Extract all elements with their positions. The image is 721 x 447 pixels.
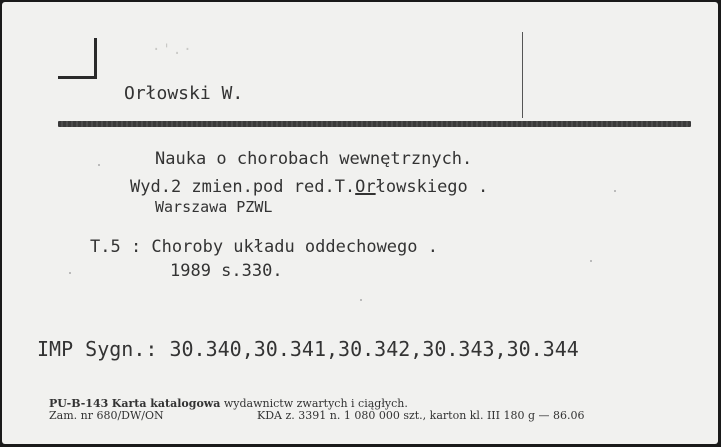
corner-bracket-vertical — [94, 38, 97, 78]
edition-suffix: łowskiego . — [375, 177, 489, 197]
author-name: Orłowski W. — [124, 83, 244, 104]
dust-speck — [614, 190, 616, 192]
book-title: Nauka o chorobach wewnętrznych. — [155, 149, 473, 169]
dust-speck — [69, 272, 71, 274]
order-number: Zam. nr 680/DW/ON — [49, 409, 164, 422]
call-number: IMP Sygn.: 30.340,30.341,30.342,30.343,30.344 — [37, 337, 579, 361]
edition-prefix: Wyd.2 zmien.pod red.T. — [130, 177, 356, 197]
dust-speck — [590, 260, 592, 262]
corner-bracket-horizontal — [58, 76, 97, 79]
catalog-card — [2, 2, 718, 444]
form-rest: wydawnictw zwartych i ciągłych. — [220, 397, 408, 410]
header-divider — [522, 32, 523, 118]
print-info: KDA z. 3391 n. 1 080 000 szt., karton kl. III 180 g — 86.06 — [257, 409, 585, 422]
dust-speck — [98, 164, 100, 166]
header-rule — [58, 121, 691, 127]
dust-speck — [360, 299, 362, 301]
edition-underlined: Or — [355, 177, 376, 197]
year-pages-line: 1989 s.330. — [170, 261, 283, 281]
publisher-line: Warszawa PZWL — [155, 198, 273, 216]
faded-stamp-mark: ·'.· — [152, 42, 194, 58]
form-code: PU-B-143 — [49, 397, 109, 410]
volume-line: T.5 : Choroby układu oddechowego . — [90, 237, 438, 257]
form-title: Karta katalogowa — [111, 397, 221, 410]
edition-line — [130, 177, 488, 197]
